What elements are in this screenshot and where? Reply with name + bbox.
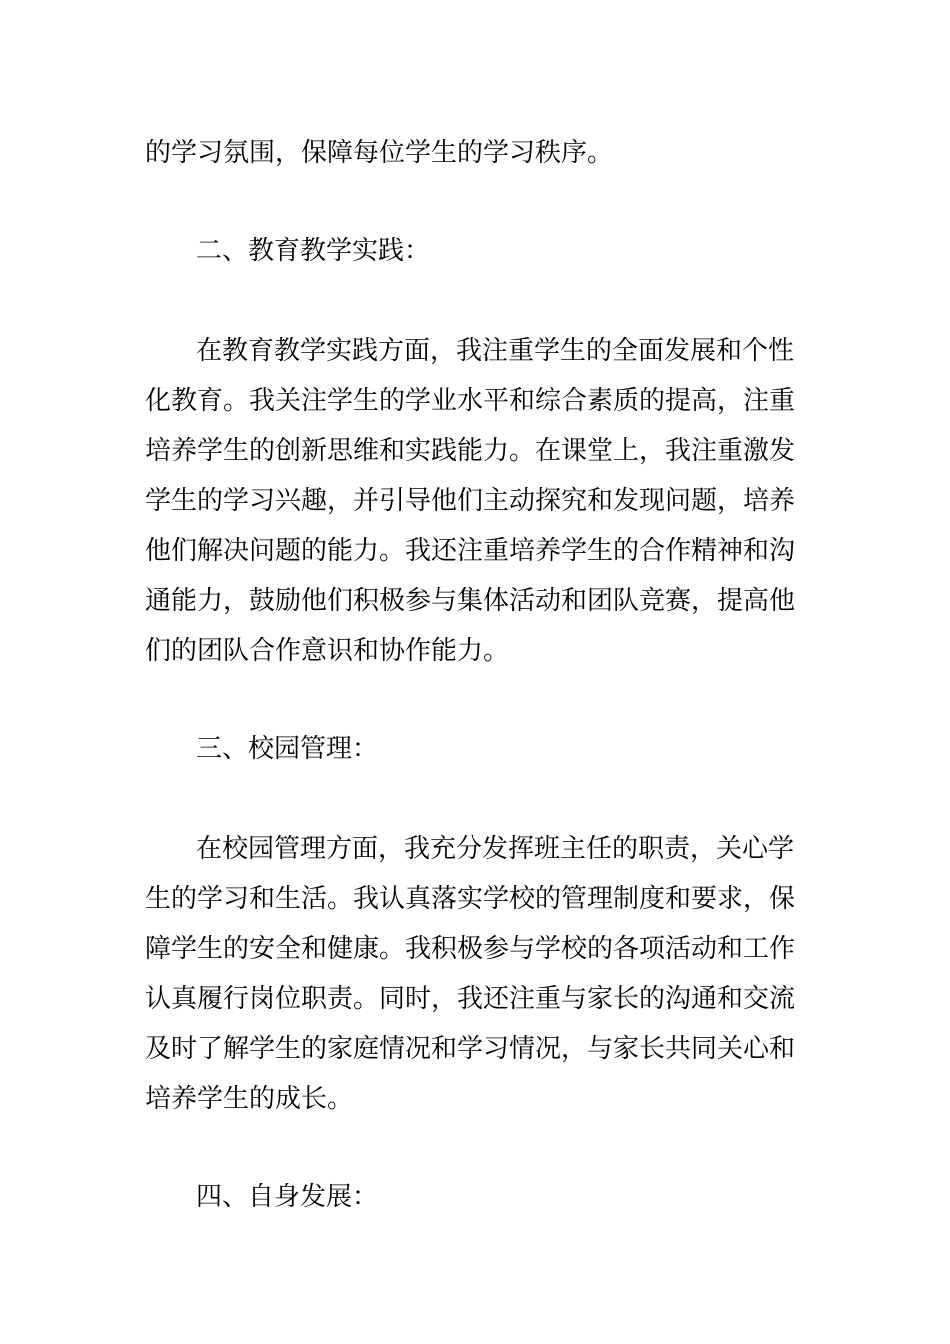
section-heading-campus: 三、校园管理： bbox=[196, 734, 379, 764]
campus-paragraph-line: 培养学生的成长。 bbox=[145, 1084, 354, 1114]
campus-paragraph-line: 及时了解学生的家庭情况和学习情况，与家长共同关心和 bbox=[145, 1034, 796, 1064]
teaching-paragraph-line: 化教育。我关注学生的学业水平和综合素质的提高，注重 bbox=[145, 386, 796, 416]
campus-paragraph-line: 在校园管理方面，我充分发挥班主任的职责，关心学 bbox=[196, 834, 795, 864]
section-heading-teaching: 二、教育教学实践： bbox=[196, 236, 431, 266]
section-heading-self-development: 四、自身发展： bbox=[196, 1182, 379, 1212]
teaching-paragraph-line: 通能力，鼓励他们积极参与集体活动和团队竞赛，提高他 bbox=[145, 586, 796, 616]
teaching-paragraph-line: 他们解决问题的能力。我还注重培养学生的合作精神和沟 bbox=[145, 536, 796, 566]
teaching-paragraph-line: 在教育教学实践方面，我注重学生的全面发展和个性 bbox=[196, 336, 795, 366]
campus-paragraph-line: 认真履行岗位职责。同时，我还注重与家长的沟通和交流 bbox=[145, 984, 796, 1014]
teaching-paragraph-line: 们的团队合作意识和协作能力。 bbox=[145, 636, 510, 666]
teaching-paragraph-line: 培养学生的创新思维和实践能力。在课堂上，我注重激发 bbox=[145, 436, 796, 466]
continuation-paragraph-line: 的学习氛围，保障每位学生的学习秩序。 bbox=[145, 138, 614, 168]
campus-paragraph-line: 生的学习和生活。我认真落实学校的管理制度和要求，保 bbox=[145, 884, 796, 914]
campus-paragraph-line: 障学生的安全和健康。我积极参与学校的各项活动和工作 bbox=[145, 934, 796, 964]
teaching-paragraph-line: 学生的学习兴趣，并引导他们主动探究和发现问题，培养 bbox=[145, 486, 796, 516]
